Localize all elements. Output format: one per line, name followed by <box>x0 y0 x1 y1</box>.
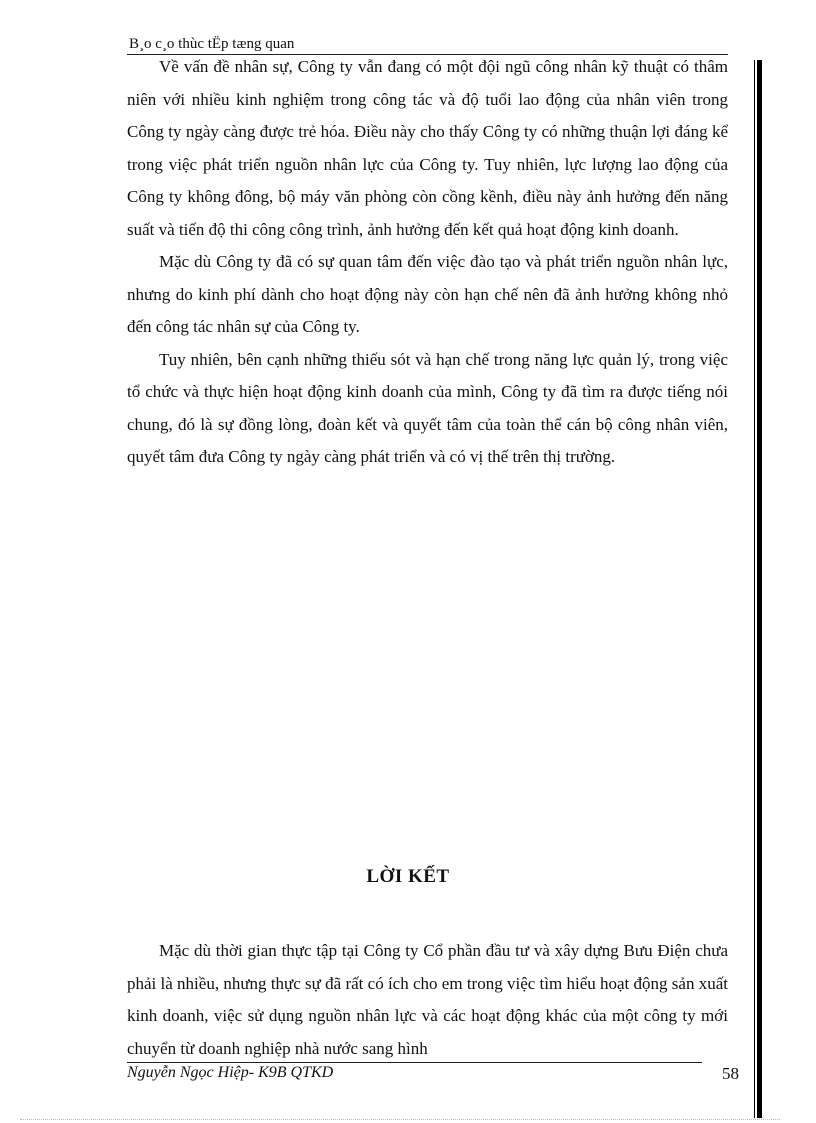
paragraph: Mặc dù thời gian thực tập tại Công ty Cổ phần đầu tư và xây dựng Bưu Điện chưa phải là nhiều, nhưng thực sự đã rất có ích cho em trong việc tìm hiểu hoạt động sản xuất kinh doanh, việc sử dụng nguồn nhân lực và các hoạt động khác của một công ty mới chuyển từ doanh nghiệp nhà nước sang hình <box>127 941 728 1058</box>
footer-divider <box>127 1062 702 1063</box>
section-heading: LỜI KẾT <box>366 866 450 887</box>
page-border-line <box>754 60 755 1118</box>
page-number: 58 <box>722 1064 739 1083</box>
bottom-border-dots <box>20 1119 780 1120</box>
body-section <box>127 51 728 474</box>
closing-section <box>127 935 728 1065</box>
paragraph: Về vấn đề nhân sự, Công ty vẫn đang có một đội ngũ công nhân kỹ thuật có thâm niên với nhiều kinh nghiệm trong công tác và độ tuổi lao động của nhân viên trong Công ty ngày càng được trẻ hóa. Điều này cho thấy Công ty có những thuận lợi đáng kể trong việc phát triển nguồn nhân lực của Công ty. Tuy nhiên, lực lượng lao động của Công ty không đông, bộ máy văn phòng còn cồng kềnh, điều này ảnh hưởng đến năng suất và tiến độ thi công công trình, ảnh hưởng đến kết quả hoạt động kinh doanh. <box>127 57 728 239</box>
paragraph: Mặc dù Công ty đã có sự quan tâm đến việc đào tạo và phát triển nguồn nhân lực, nhưng do kinh phí dành cho hoạt động này còn hạn chế nên đã ảnh hưởng không nhỏ đến công tác nhân sự của Công ty. <box>127 252 728 336</box>
page-border-bar <box>757 60 762 1118</box>
running-header: B¸o c¸o thùc tËp tæng quan <box>129 36 295 52</box>
footer-author: Nguyễn Ngọc Hiệp- K9B QTKD <box>127 1064 334 1081</box>
paragraph: Tuy nhiên, bên cạnh những thiếu sót và hạn chế trong năng lực quản lý, trong việc tổ chức và thực hiện hoạt động kinh doanh của mình, Công ty đã tìm ra được tiếng nói chung, đó là sự đồng lòng, đoàn kết và quyết tâm của toàn thể cán bộ công nhân viên, quyết tâm đưa Công ty ngày càng phát triển và có vị thế trên thị trường. <box>127 349 728 466</box>
